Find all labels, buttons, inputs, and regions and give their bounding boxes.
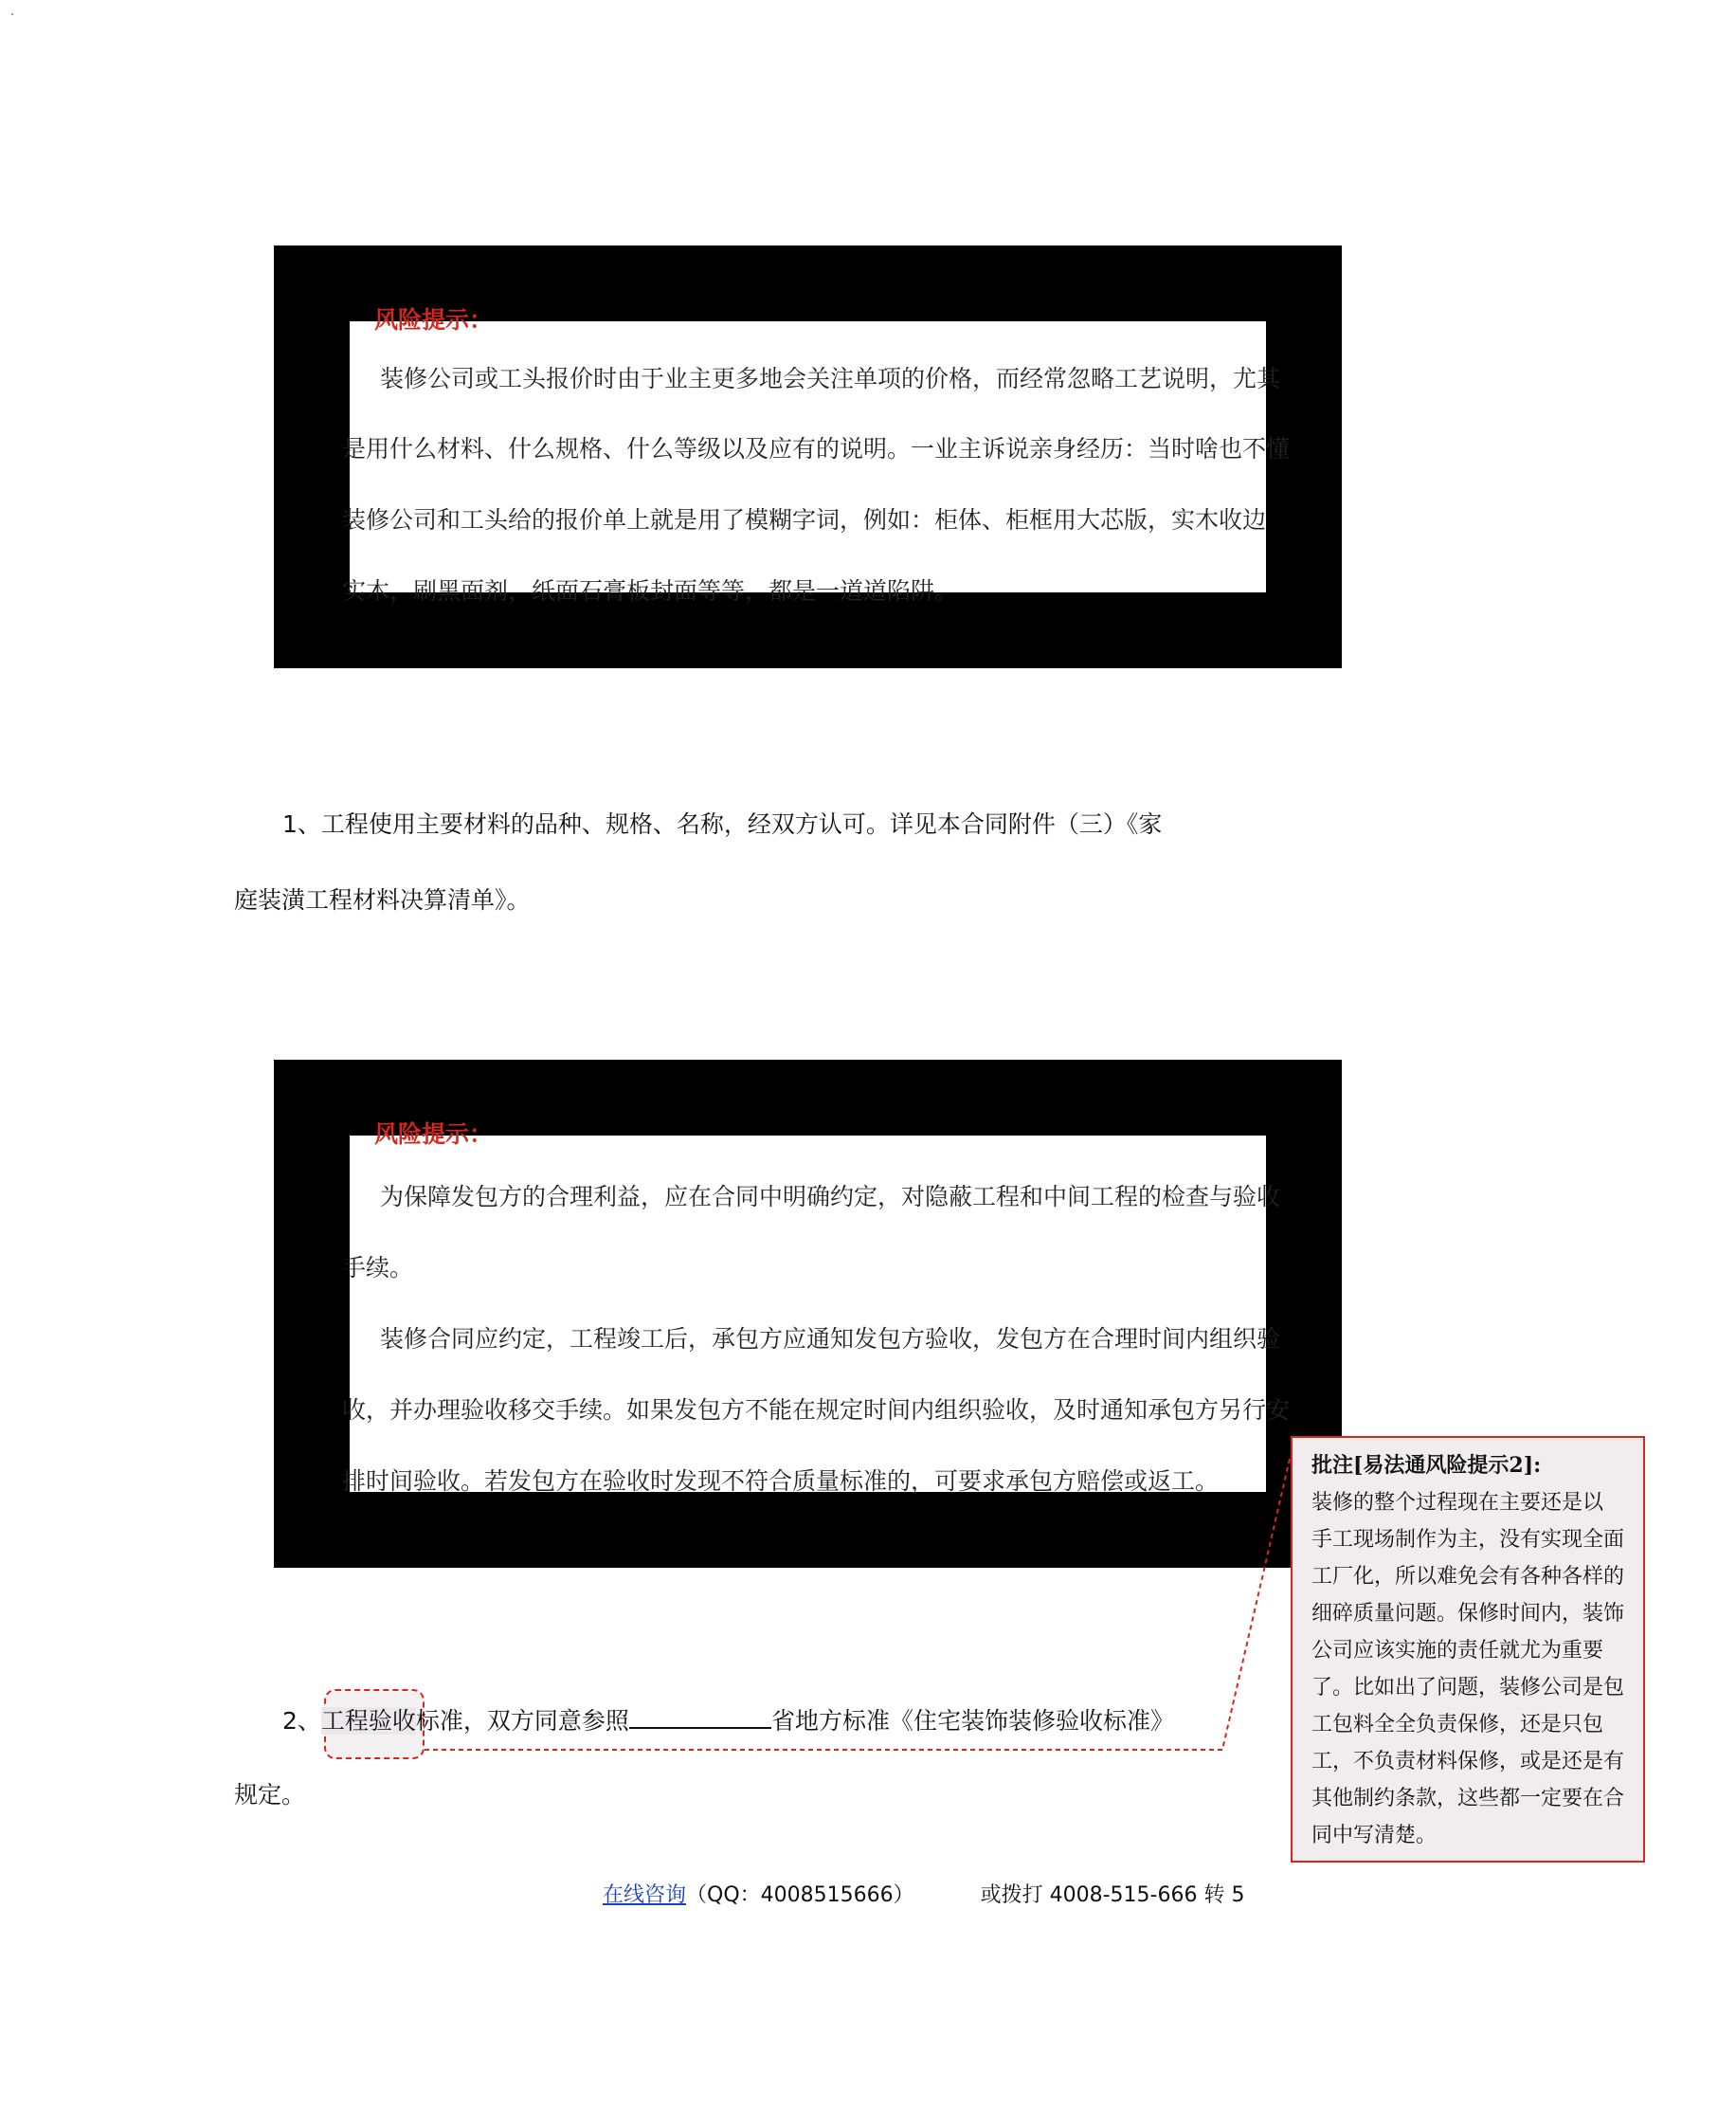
risk-tip-2-line: 排时间验收。若发包方在验收时发现不符合质量标准的，可要求承包方赔偿或返工。 (342, 1467, 1220, 1495)
comment-line: 工包料全全负责保修，还是只包 (1311, 1713, 1604, 1736)
fill-in-blank[interactable] (629, 1706, 771, 1729)
risk-tip-2-heading: 风险提示： (374, 1120, 494, 1148)
comment-line: 同中写清楚。 (1311, 1824, 1438, 1847)
risk-tip-image-1 (274, 245, 1342, 668)
risk-tip-1-line: 装修公司和工头给的报价单上就是用了模糊字词，例如：柜体、柜框用大芯版，实木收边 (342, 506, 1267, 534)
clause-2-line-1 (282, 1706, 1174, 1736)
comment-title: 批注[易法通风险提示2]: (1311, 1453, 1542, 1478)
risk-tip-2-line: 手续。 (342, 1254, 414, 1282)
footer-phone: 或拨打 4008-515-666 转 5 (980, 1883, 1245, 1907)
comment-line: 工，不负责材料保修，或是还是有 (1311, 1750, 1625, 1773)
risk-tip-1-line: 是用什么材料、什么规格、什么等级以及应有的说明。一业主诉说亲身经历：当时啥也不懂 (342, 435, 1291, 463)
risk-tip-2-line: 收，并办理验收移交手续。如果发包方不能在规定时间内组织验收，及时通知承包方另行安 (342, 1396, 1291, 1424)
risk-tip-1-line: 装修公司或工头报价时由于业主更多地会关注单项的价格，而经常忽略工艺说明，尤其 (380, 365, 1281, 392)
risk-tip-image-2 (274, 1060, 1342, 1568)
comment-balloon[interactable] (1291, 1436, 1645, 1863)
risk-tip-2-content (342, 1120, 1291, 1495)
clause-2-highlighted-term[interactable]: 工程验收 (320, 1707, 416, 1735)
clause-2-after-blank: 省地方标准《住宅装饰装修验收标准》 (770, 1707, 1174, 1735)
comment-line: 其他制约条款，这些都一定要在合 (1311, 1787, 1625, 1810)
clause-2-prefix: 2、 (282, 1707, 321, 1735)
risk-tip-2-line: 装修合同应约定，工程竣工后，承包方应通知发包方验收，发包方在合理时间内组织验 (380, 1325, 1281, 1353)
clause-1-line-1: 1、工程使用主要材料的品种、规格、名称，经双方认可。详见本合同附件（三）《家 (282, 810, 1163, 838)
comment-line: 装修的整个过程现在主要还是以 (1311, 1491, 1604, 1515)
page-footer (603, 1882, 1244, 1910)
comment-line: 工厂化，所以难免会有各种各样的 (1311, 1565, 1625, 1589)
risk-tip-1-content (342, 306, 1291, 605)
clause-2-middle: 标准，双方同意参照 (415, 1707, 629, 1735)
comment-line: 了。比如出了问题，装修公司是包 (1311, 1676, 1625, 1700)
online-consult-link[interactable]: 在线咨询 (603, 1883, 687, 1907)
risk-tip-2-line: 为保障发包方的合理利益，应在合同中明确约定，对隐蔽工程和中间工程的检查与验收 (380, 1183, 1281, 1210)
clause-2-line-2: 规定。 (234, 1781, 306, 1809)
clause-1-line-2: 庭装潢工程材料决算清单》。 (234, 886, 531, 914)
risk-tip-1-line: 实木，刷黑面剂，纸面石膏板封面等等，都是一道道陷阱。 (342, 577, 959, 605)
comment-line: 手工现场制作为主，没有实现全面 (1311, 1528, 1625, 1552)
risk-tip-1-heading: 风险提示： (374, 306, 494, 334)
page-corner-mark (11, 13, 13, 15)
footer-qq: （QQ：4008515666） (686, 1883, 914, 1907)
comment-line: 细碎质量问题。保修时间内，装饰 (1311, 1602, 1625, 1626)
comment-line: 公司应该实施的责任就尤为重要 (1311, 1639, 1604, 1663)
